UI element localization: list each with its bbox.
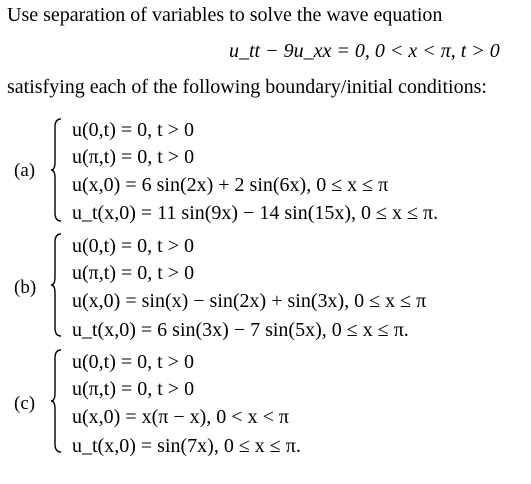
wave-equation: u_tt − 9u_xx = 0, 0 < x < π, t > 0 [229,40,500,62]
part-b-eq-2: u(π,t) = 0, t > 0 [72,262,195,284]
part-b-eq-4: u_t(x,0) = 6 sin(3x) − 7 sin(5x), 0 ≤ x ≤ π. [72,319,409,341]
conditions-intro: satisfying each of the following boundary/initial conditions: [7,76,487,98]
part-c-eq-3: u(x,0) = x(π − x), 0 < x < π [72,406,289,428]
part-c-eq-4: u_t(x,0) = sin(7x), 0 ≤ x ≤ π. [72,435,301,457]
part-b-eq-1: u(0,t) = 0, t > 0 [72,235,194,257]
part-a-eq-2: u(π,t) = 0, t > 0 [72,146,195,168]
part-c-eq-2: u(π,t) = 0, t > 0 [72,378,195,400]
part-b-eq-3: u(x,0) = sin(x) − sin(2x) + sin(3x), 0 ≤ x ≤ π [72,290,427,312]
part-a-label: (a) [14,160,36,181]
part-a-eq-1: u(0,t) = 0, t > 0 [72,119,194,141]
part-b-brace-icon [50,233,62,337]
part-c-eq-1: u(0,t) = 0, t > 0 [72,351,194,373]
part-a-brace-icon [50,118,62,222]
part-a-eq-4: u_t(x,0) = 11 sin(9x) − 14 sin(15x), 0 ≤ x ≤ π. [72,202,439,224]
part-c-brace-icon [50,349,62,453]
problem-intro: Use separation of variables to solve the wave equation [7,4,443,26]
part-b-label: (b) [14,277,37,298]
part-a-eq-3: u(x,0) = 6 sin(2x) + 2 sin(6x), 0 ≤ x ≤ π [72,174,389,196]
part-c-label: (c) [14,393,36,414]
